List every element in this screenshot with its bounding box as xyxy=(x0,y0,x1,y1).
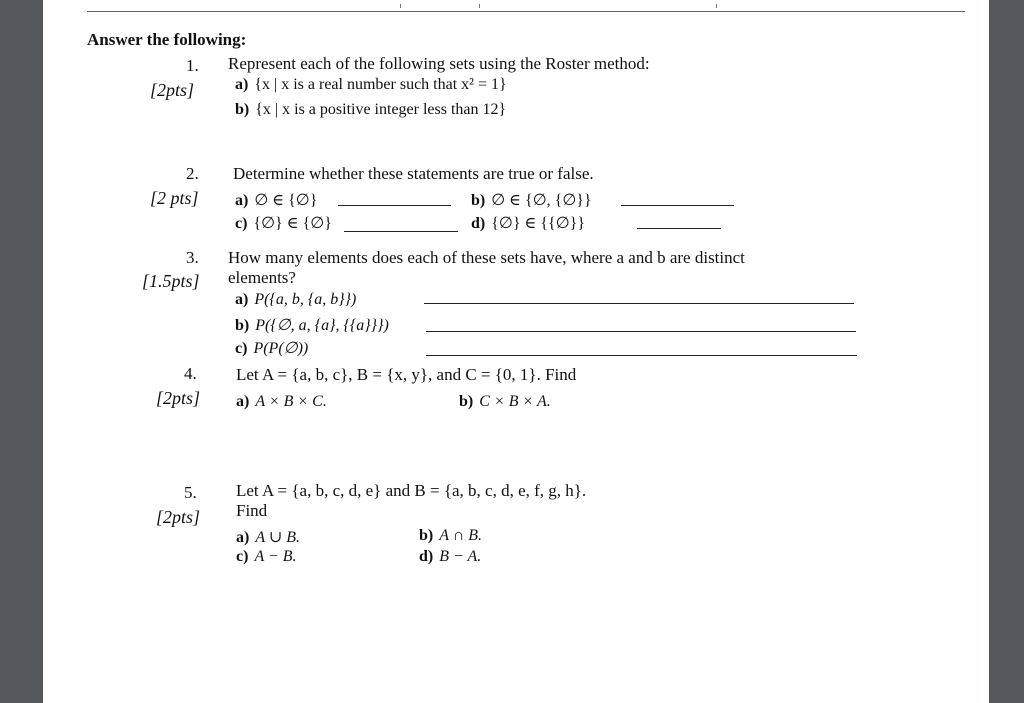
answer-blank[interactable] xyxy=(426,355,857,356)
item-label: a) xyxy=(235,291,249,308)
item-label: c) xyxy=(235,340,248,357)
item-label: d) xyxy=(471,215,486,232)
question-5-item-c xyxy=(236,548,297,566)
question-2-number: 2. xyxy=(186,164,199,183)
top-rule xyxy=(87,11,965,12)
item-label: d) xyxy=(419,548,434,565)
item-text: {∅} ∈ {∅} xyxy=(253,215,332,232)
item-text: A ∩ B. xyxy=(439,527,483,544)
item-text: P(P(∅)) xyxy=(253,340,309,357)
question-3-item-a xyxy=(235,291,356,309)
question-4-number: 4. xyxy=(184,364,197,383)
item-label: b) xyxy=(459,393,474,410)
question-5-number: 5. xyxy=(184,483,197,502)
question-4-points: [2pts] xyxy=(156,388,201,408)
question-2-item-a xyxy=(235,190,317,210)
item-text: B − A. xyxy=(439,548,482,565)
question-3-item-b xyxy=(235,315,389,335)
answer-blank[interactable] xyxy=(637,228,721,229)
question-3-prompt-line2: elements? xyxy=(228,268,296,287)
item-label: a) xyxy=(235,192,249,209)
answer-blank[interactable] xyxy=(424,303,854,304)
question-2-points: [2 pts] xyxy=(150,188,199,208)
top-rule-tick xyxy=(400,4,401,8)
item-text: A ∪ B. xyxy=(255,529,300,546)
item-text: P({∅, a, {a}, {{a}}}) xyxy=(255,317,389,334)
item-label: b) xyxy=(235,101,250,118)
question-1-item-a xyxy=(235,76,507,94)
question-3-prompt-line1: How many elements does each of these sets have, where a and b are distinct xyxy=(228,248,745,267)
question-3-number: 3. xyxy=(186,248,199,267)
item-label: a) xyxy=(235,76,249,93)
question-1-number: 1. xyxy=(186,56,199,75)
question-5-prompt-line2: Find xyxy=(236,501,268,520)
item-text: A × B × C. xyxy=(255,393,327,410)
item-label: c) xyxy=(235,215,248,232)
item-label: b) xyxy=(471,192,486,209)
answer-blank[interactable] xyxy=(426,331,856,332)
question-2-item-c xyxy=(235,213,332,233)
item-label: c) xyxy=(236,548,249,565)
page-heading: Answer the following: xyxy=(87,30,247,49)
item-text: P({a, b, {a, b}}) xyxy=(254,291,357,308)
item-text: {x | x is a positive integer less than 12} xyxy=(255,101,507,118)
question-4-item-b xyxy=(459,393,551,411)
question-2-item-d xyxy=(471,213,585,233)
item-label: b) xyxy=(235,317,250,334)
item-text: {∅} ∈ {{∅}} xyxy=(491,215,586,232)
item-text: ∅ ∈ {∅} xyxy=(254,192,318,209)
question-1-points: [2pts] xyxy=(150,80,195,100)
question-1-item-b xyxy=(235,101,506,119)
question-5-item-b xyxy=(419,527,482,545)
question-5-item-a xyxy=(236,527,300,547)
item-label: a) xyxy=(236,393,250,410)
question-3-item-c xyxy=(235,338,308,358)
answer-blank[interactable] xyxy=(621,205,734,206)
item-label: a) xyxy=(236,529,250,546)
question-1-prompt: Represent each of the following sets using the Roster method: xyxy=(228,54,650,73)
question-5-item-d xyxy=(419,548,481,566)
question-2-prompt: Determine whether these statements are true or false. xyxy=(233,164,594,183)
question-2-item-b xyxy=(471,190,592,210)
top-rule-tick xyxy=(479,4,480,8)
question-5-points: [2pts] xyxy=(156,507,201,527)
item-label: b) xyxy=(419,527,434,544)
document-page xyxy=(43,0,989,703)
top-rule-tick xyxy=(716,4,717,8)
answer-blank[interactable] xyxy=(338,205,451,206)
item-text: C × B × A. xyxy=(479,393,551,410)
question-5-prompt-line1: Let A = {a, b, c, d, e} and B = {a, b, c, d, e, f, g, h}. xyxy=(236,481,587,500)
question-4-item-a xyxy=(236,393,327,411)
question-4-prompt: Let A = {a, b, c}, B = {x, y}, and C = {0, 1}. Find xyxy=(236,365,577,384)
answer-blank[interactable] xyxy=(344,231,458,232)
item-text: A − B. xyxy=(254,548,297,565)
item-text: {x | x is a real number such that x² = 1} xyxy=(254,76,507,93)
question-3-points: [1.5pts] xyxy=(142,271,200,291)
item-text: ∅ ∈ {∅, {∅}} xyxy=(491,192,592,209)
